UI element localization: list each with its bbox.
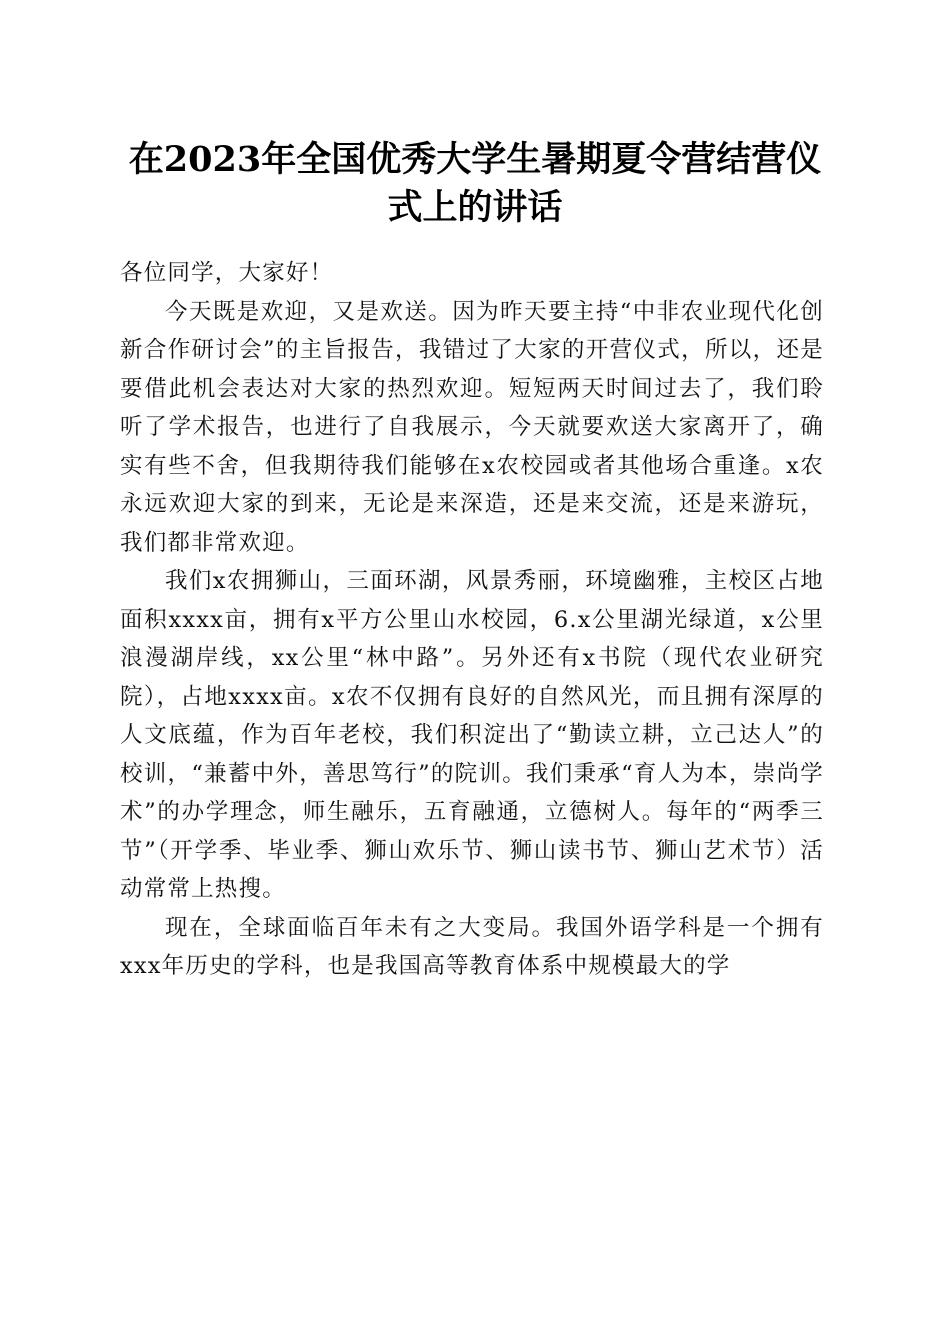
paragraph-2: 我们x农拥狮山，三面环湖，风景秀丽，环境幽雅，主校区占地面积xxxx亩，拥有x平方公里山水校园，6.x公里湖光绿道，x公里浪漫湖岸线，xx公里“林中路”。另外还有x书院（现代农业研究院），占地xxxx亩。x农不仅拥有良好的自然风光，而且拥有深厚的人文底蕴，作为百年老校，我们积淀出了“勤读立耕，立己达人”的校训，“兼蓄中外，善思笃行”的院训。我们秉承“育人为本，崇尚学术”的办学理念，师生融乐，五育融通，立德树人。每年的“两季三节”（开学季、毕业季、狮山欢乐节、狮山读书节、狮山艺术节）活动常常上热搜。 — [120, 568, 824, 902]
document-title — [110, 136, 840, 232]
salutation: 各位同学，大家好！ — [120, 260, 334, 286]
title-line-2: 式上的讲话 — [387, 187, 563, 228]
title-line-1: 在2023年全国优秀大学生暑期夏令营结营仪 — [128, 139, 822, 180]
paragraph-3: 现在，全球面临百年未有之大变局。我国外语学科是一个拥有xxx年历史的学科，也是我国高等教育体系中规模最大的学 — [120, 914, 824, 979]
paragraph-1: 今天既是欢迎，又是欢送。因为昨天要主持“中非农业现代化创新合作研讨会”的主旨报告，我错过了大家的开营仪式，所以，还是要借此机会表达对大家的热烈欢迎。短短两天时间过去了，我们聆听了学术报告，也进行了自我展示，今天就要欢送大家离开了，确实有些不舍，但我期待我们能够在x农校园或者其他场合重逢。x农永远欢迎大家的到来，无论是来深造，还是来交流，还是来游玩，我们都非常欢迎。 — [120, 298, 824, 556]
document-body — [120, 254, 824, 986]
